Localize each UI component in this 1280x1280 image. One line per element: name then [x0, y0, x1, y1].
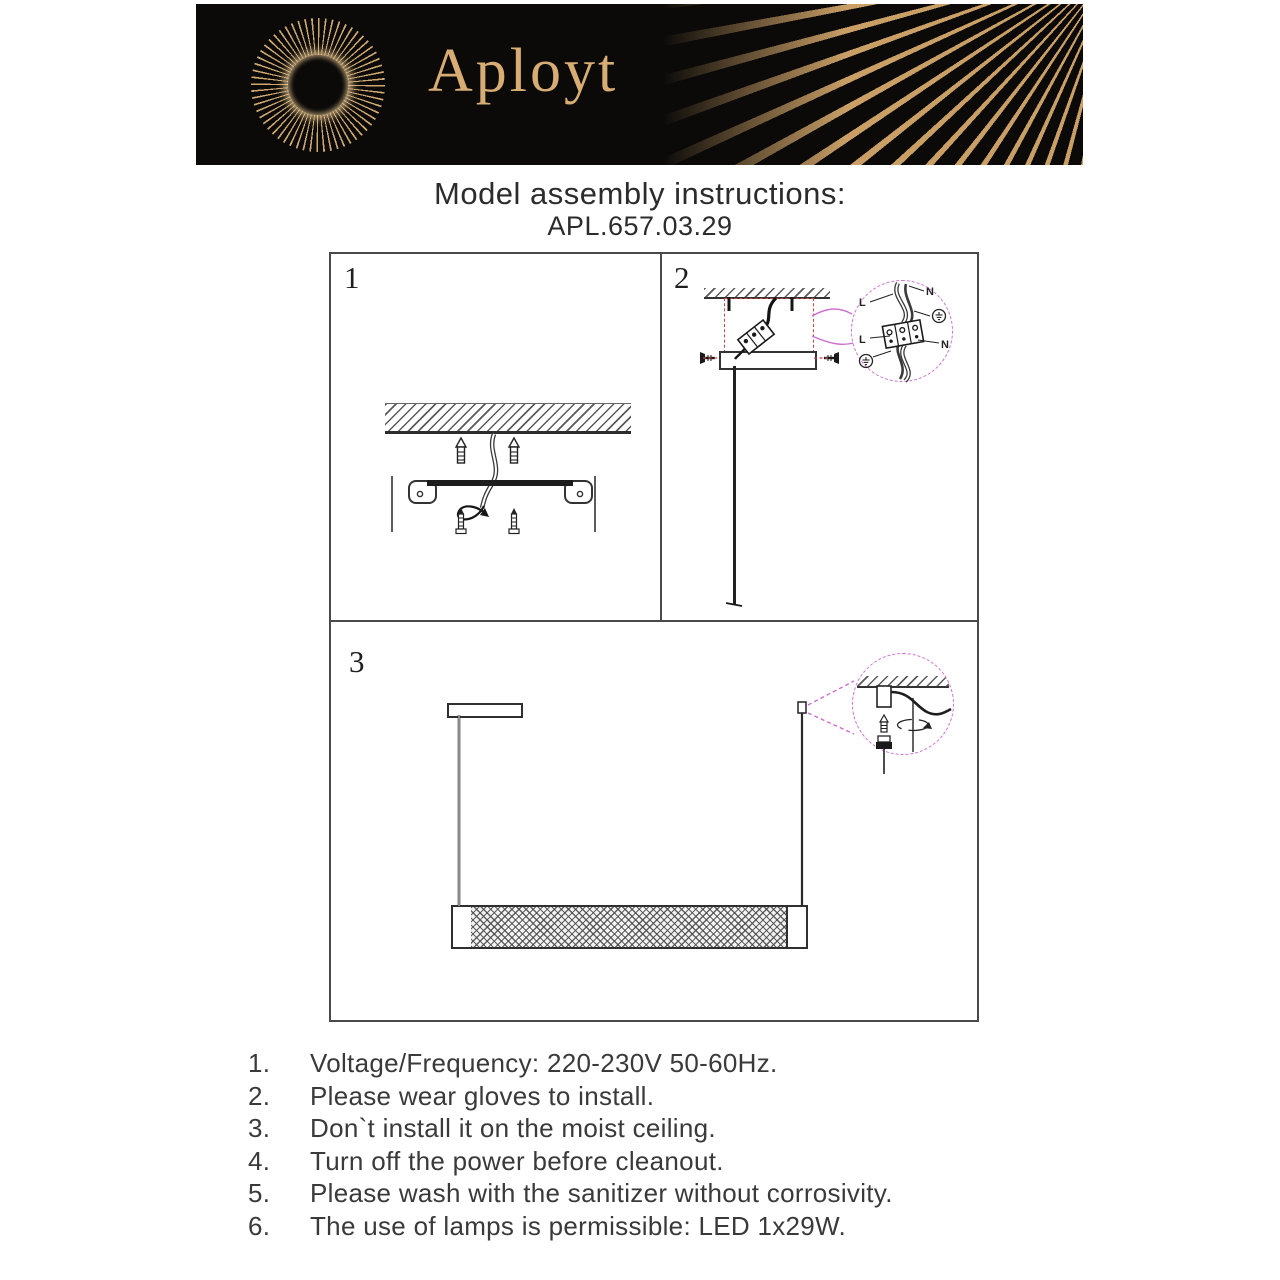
instruction-number: 6. — [248, 1210, 271, 1241]
ceiling-hatch — [857, 676, 949, 688]
ceiling-hatch — [385, 403, 631, 434]
pendant-rod — [733, 366, 736, 604]
figure-3-label: 3 — [349, 644, 365, 679]
instruction-text: The use of lamps is permissible: LED 1x29W. — [310, 1210, 846, 1241]
figure-2-panel — [662, 254, 977, 622]
instruction-row — [248, 1178, 1068, 1211]
instruction-row — [248, 1113, 1068, 1146]
corner-rays-decoration-icon — [653, 4, 1083, 165]
lamp-bar-end-cap — [786, 905, 808, 949]
lamp-bar-end-cap — [451, 905, 473, 949]
figure-3-panel — [331, 622, 977, 1020]
page-title: Model assembly instructions: — [434, 176, 846, 211]
mounting-zone-outline — [724, 298, 814, 353]
ceiling-canopy — [447, 703, 523, 718]
wire-label-neutral-top: N — [926, 286, 934, 298]
figure-1-diagram — [331, 254, 660, 620]
instruction-row — [248, 1211, 1068, 1244]
cord-grip-zoom-callout — [852, 653, 954, 755]
instruction-number: 5. — [248, 1178, 271, 1208]
instruction-text: Voltage/Frequency: 220-230V 50-60Hz. — [310, 1048, 778, 1078]
figure-2-label: 2 — [674, 260, 690, 295]
instruction-text: Please wash with the sanitizer without corrosivity. — [310, 1178, 893, 1208]
instruction-text: Don`t install it on the moist ceiling. — [310, 1113, 716, 1143]
instruction-list — [248, 1048, 1068, 1243]
instruction-row — [248, 1146, 1068, 1179]
instruction-number: 4. — [248, 1145, 271, 1176]
figure-1-panel — [331, 254, 662, 622]
wire-label-live-top: L — [859, 297, 866, 309]
instruction-row — [248, 1081, 1068, 1114]
lamp-bar-diffuser — [471, 905, 786, 949]
instruction-number: 2. — [248, 1080, 271, 1111]
instruction-number: 1. — [248, 1048, 271, 1078]
figure-1-label: 1 — [344, 260, 360, 295]
model-number: APL.657.03.29 — [547, 211, 733, 241]
brand-banner — [196, 4, 1083, 165]
instruction-text: Please wear gloves to install. — [310, 1080, 655, 1111]
sunburst-logo-icon — [251, 18, 385, 152]
instruction-text: Turn off the power before cleanout. — [310, 1145, 724, 1176]
wire-label-live-mid: L — [859, 334, 866, 346]
brand-wordmark: Aployt — [428, 37, 619, 105]
figure-grid — [329, 252, 979, 1022]
wiring-zoom-callout — [851, 280, 953, 382]
instruction-row — [248, 1048, 1068, 1081]
wire-label-neutral-mid: N — [941, 339, 949, 351]
instruction-number: 3. — [248, 1113, 271, 1143]
